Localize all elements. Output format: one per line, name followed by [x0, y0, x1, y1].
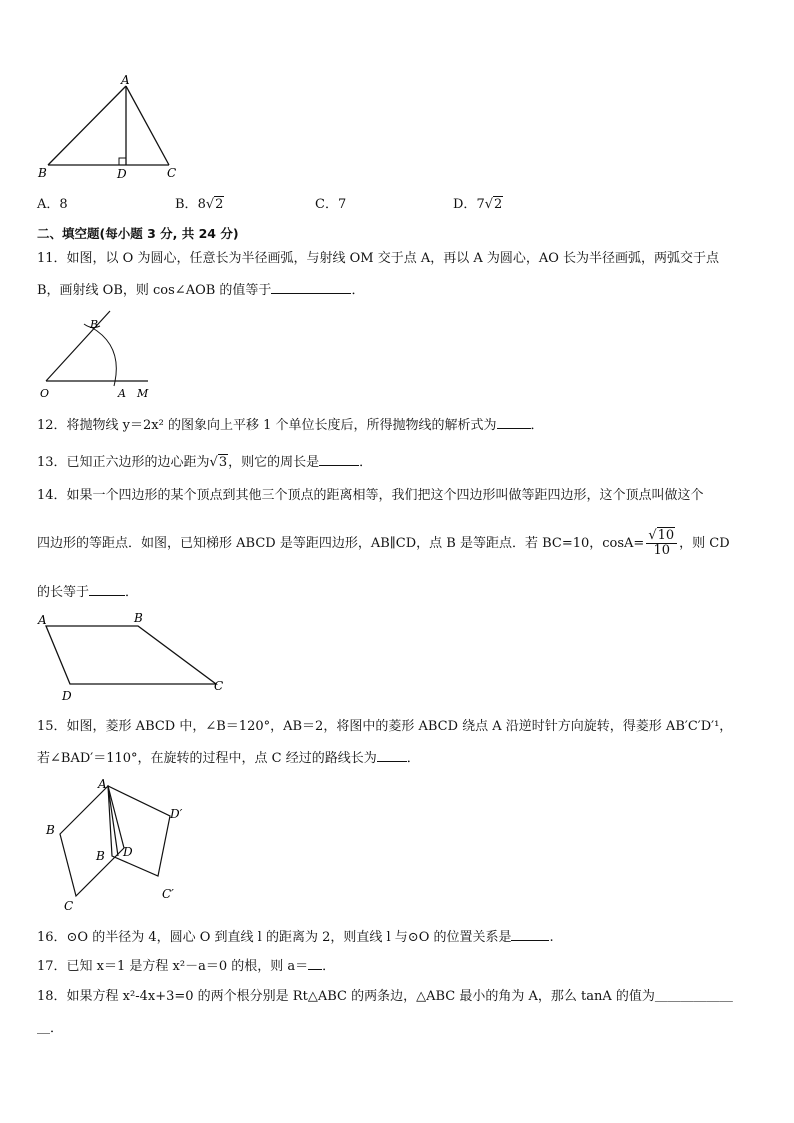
q13: 13．已知正六边形的边心距为√3，则它的周长是 ． [37, 455, 373, 470]
q16: 16．⊙O 的半径为 4，圆心 O 到直线 l 的距离为 2，则直线 l 与⊙O 的位置关系是 . [37, 930, 554, 945]
option-c: C．7 [315, 197, 347, 212]
q14-answer-blank [89, 583, 125, 596]
label-a: A [121, 73, 130, 87]
label-c: C [214, 679, 224, 693]
figure-q15-rhombus-rotation [40, 776, 190, 916]
label-c: C [167, 166, 177, 180]
label-o: O [40, 387, 50, 400]
q11-line1: 11．如图，以 O 为圆心，任意长为半径画弧，与射线 OM 交于点 A，再以 A 为圆心，AO 长为半径画弧，两弧交于点 [37, 251, 720, 266]
q17: 17．已知 x＝1 是方程 x²－a＝0 的根，则 a＝ ． [37, 959, 336, 974]
option-a: A．8 [37, 197, 68, 212]
label-m: M [137, 387, 149, 400]
section-title: 二、填空题(每小题 3 分, 共 24 分) [37, 226, 239, 241]
label-c-prime: C′ [162, 887, 174, 901]
label-d-prime: D′ [170, 807, 183, 821]
label-b: B [134, 611, 143, 625]
label-c: C [64, 899, 74, 913]
q14-line2: 四边形的等距点．如图，已知梯形 ABCD 是等距四边形，AB∥CD，点 B 是等距点．若 BC=10，cosA= $\frac{√10}{10}$ ，则 CD [37, 528, 730, 558]
q16-answer-blank [511, 928, 549, 941]
label-a: A [98, 777, 107, 791]
q13-answer-blank [319, 453, 359, 466]
figure-q14-trapezoid [36, 610, 228, 702]
q12: 12．将抛物线 y＝2x² 的图象向上平移 1 个单位长度后，所得抛物线的解析式为 ． [37, 418, 544, 433]
q18-line2: ＿． [37, 1021, 64, 1036]
cos-fraction: $\frac{√10}{10}$ [646, 529, 677, 558]
label-d: D [123, 845, 133, 859]
q12-answer-blank [497, 416, 531, 429]
label-b: B [38, 166, 47, 180]
q18-line1: 18．如果方程 x²-4x+3=0 的两个根分别是 Rt△ABC 的两条边，△ABC 最小的角为 A，那么 tanA 的值为＿＿＿＿＿＿ [37, 989, 733, 1004]
label-a: A [118, 387, 126, 400]
q11-answer-blank [271, 281, 351, 294]
figure-q11-construction [38, 308, 158, 400]
q11-line2: B，画射线 OB，则 cos∠AOB 的值等于 ． [37, 283, 365, 298]
option-d: D．7√2 [453, 197, 503, 212]
q14-line3: 的长等于 ． [37, 585, 139, 600]
label-d: D [62, 689, 72, 702]
q14-line1: 14．如果一个四边形的某个顶点到其他三个顶点的距离相等，我们把这个四边形叫做等距四边形，这个顶点叫做这个 [37, 488, 704, 503]
q15-line2: 若∠BAD′＝110°，在旋转的过程中，点 C 经过的路线长为 ． [37, 751, 420, 766]
option-b: B．8√2 [175, 197, 224, 212]
label-b: B [90, 318, 99, 331]
q17-answer-blank [308, 957, 322, 970]
q15-answer-blank [377, 749, 407, 762]
label-a: A [38, 613, 47, 627]
label-d: D [117, 167, 127, 181]
label-b: B [46, 823, 55, 837]
figure-q10-triangle [30, 70, 190, 185]
q15-line1: 15．如图，菱形 ABCD 中，∠B＝120°，AB＝2，将图中的菱形 ABCD 绕点 A 沿逆时针方向旋转，得菱形 AB′C′D′¹， [37, 719, 733, 734]
label-b-prime: B [96, 849, 105, 863]
